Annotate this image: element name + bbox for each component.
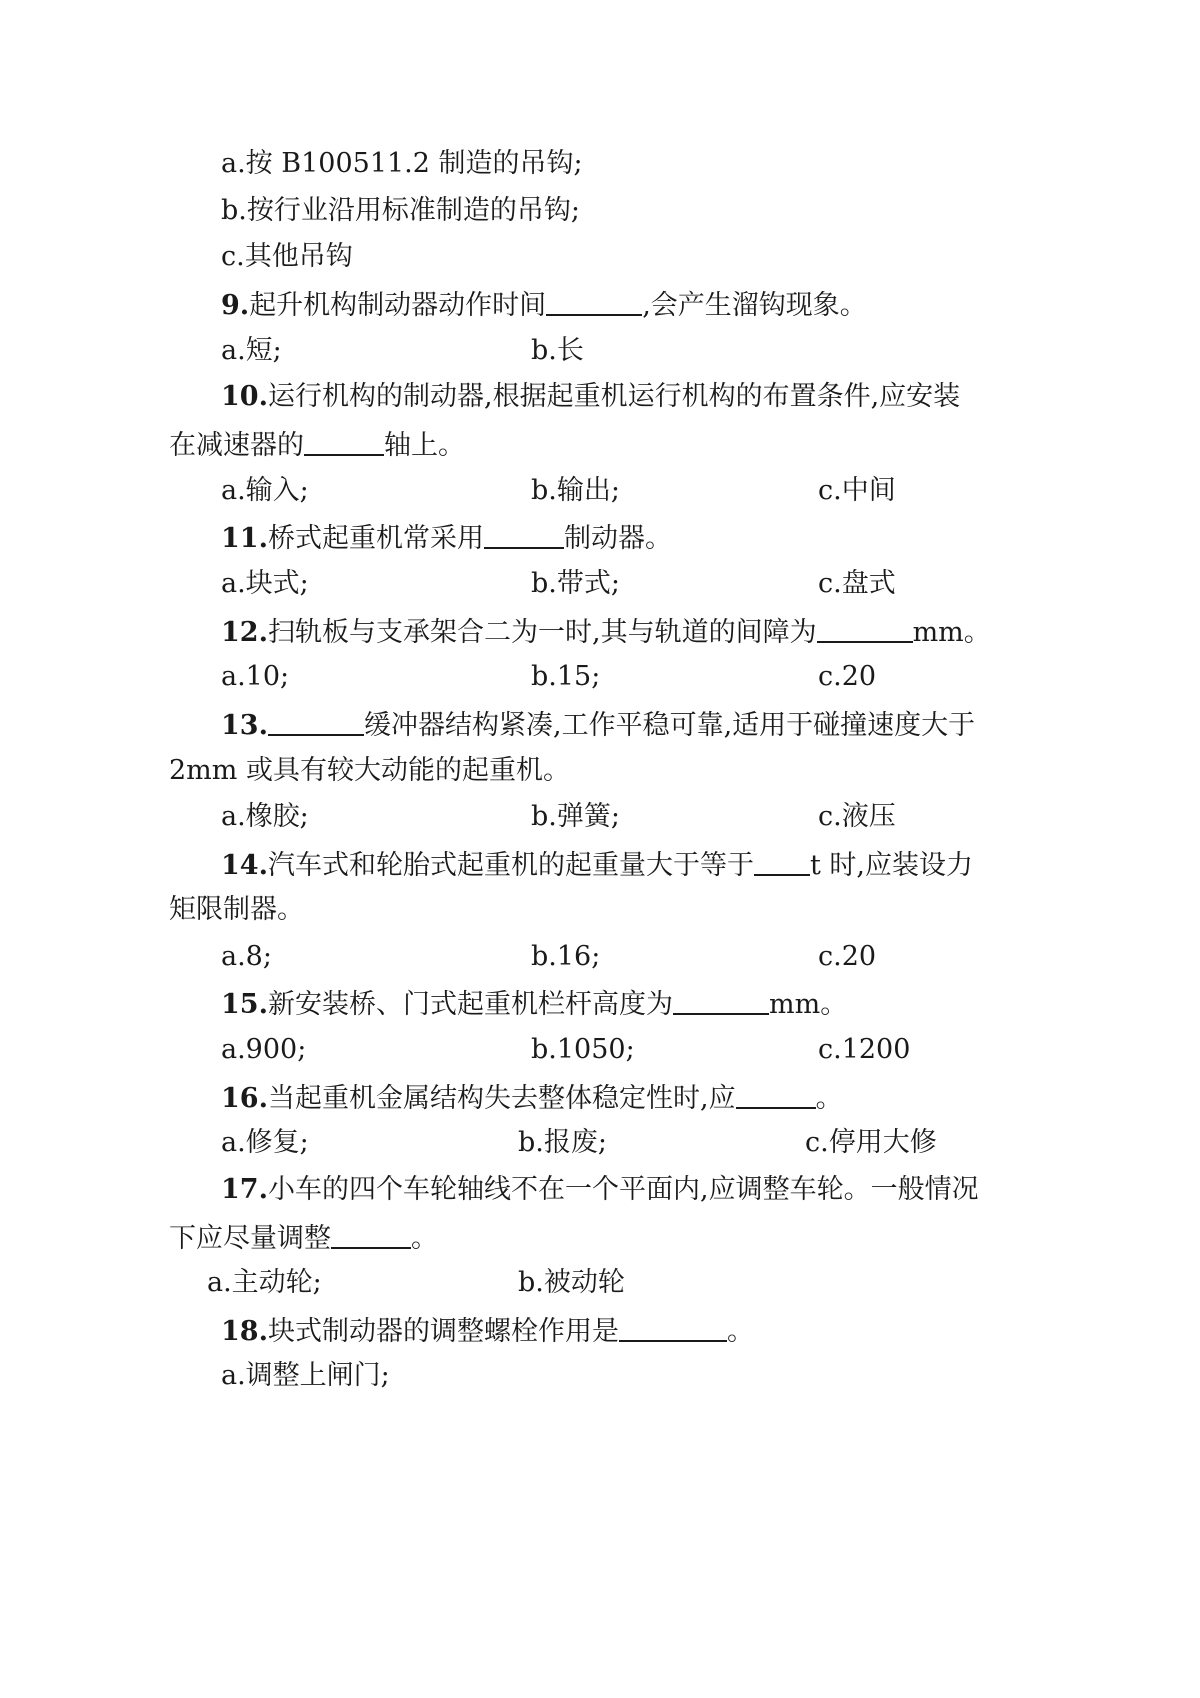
q15-stem: [0, 985, 1200, 1021]
q10-stem-line2: [0, 426, 1200, 462]
question-number: 15.: [221, 989, 268, 1020]
option-a: a.短;: [221, 335, 282, 366]
q17-stem-line2: [0, 1219, 1200, 1255]
q12-options: [0, 659, 1200, 695]
option-a: a.主动轮;: [207, 1267, 322, 1298]
question-text: mm。: [912, 617, 991, 648]
q13-stem-line1: [0, 706, 1200, 742]
question-text: 运行机构的制动器,根据起重机运行机构的布置条件,应安装: [267, 381, 961, 412]
answer-blank: [304, 426, 384, 456]
q8-option-a-line: [0, 146, 1200, 182]
q15-options: [0, 1032, 1200, 1068]
option-b: b.长: [531, 335, 584, 366]
q17-stem-line1: [0, 1172, 1200, 1208]
question-number: 11.: [221, 523, 268, 554]
question-text: 汽车式和轮胎式起重机的起重量大于等于: [267, 850, 754, 881]
option-c: c.20: [818, 941, 877, 972]
answer-blank: [817, 613, 913, 643]
question-text: 扫轨板与支承架合二为一时,其与轨道的间障为: [267, 617, 817, 648]
q13-stem-line2: [0, 753, 1200, 789]
question-text: 小车的四个车轮轴线不在一个平面内,应调整车轮。一般情况: [267, 1174, 979, 1205]
question-number: 18.: [221, 1316, 268, 1347]
option-c: c.1200: [818, 1034, 911, 1065]
option-b: b.带式;: [531, 568, 620, 599]
option-a: a.调整上闸门;: [221, 1360, 390, 1391]
question-text: 轴上。: [384, 430, 465, 461]
question-text: mm。: [768, 989, 848, 1020]
question-text: 缓冲器结构紧凑,工作平稳可靠,适用于碰撞速度大于: [363, 710, 976, 741]
q10-options: [0, 473, 1200, 509]
option-a: a.8;: [221, 941, 272, 972]
question-text: 下应尽量调整: [169, 1223, 331, 1254]
q12-stem: [0, 613, 1200, 649]
question-number: 14.: [221, 850, 268, 881]
question-text: 新安装桥、门式起重机栏杆高度为: [267, 989, 673, 1020]
answer-blank: [736, 1079, 816, 1109]
q13-options: [0, 799, 1200, 835]
q17-options: [0, 1265, 1200, 1301]
answer-blank: [331, 1219, 411, 1249]
question-text: 起升机构制动器动作时间: [249, 290, 547, 321]
option-c: c.停用大修: [805, 1127, 937, 1158]
q8-option-c-line: [0, 239, 1200, 275]
q8-option-b: b.按行业沿用标准制造的吊钩;: [221, 195, 580, 226]
question-number: 12.: [221, 617, 268, 648]
option-b: b.弹簧;: [531, 801, 620, 832]
question-text: 桥式起重机常采用: [267, 523, 484, 554]
option-c: c.液压: [818, 801, 896, 832]
answer-blank: [546, 286, 642, 316]
option-b: b.被动轮: [518, 1267, 625, 1298]
question-number: 17.: [221, 1174, 268, 1205]
question-text: 当起重机金属结构失去整体稳定性时,应: [267, 1083, 736, 1114]
option-c: c.20: [818, 661, 877, 692]
question-text: 。: [815, 1083, 843, 1114]
question-number: 10.: [221, 381, 268, 412]
question-text: ,会产生溜钩现象。: [642, 290, 867, 321]
q9-stem: [0, 286, 1200, 322]
answer-blank: [484, 519, 564, 549]
option-a: a.10;: [221, 661, 290, 692]
question-text: 在减速器的: [169, 430, 304, 461]
option-b: b.1050;: [531, 1034, 635, 1065]
question-text: 。: [411, 1223, 438, 1254]
q16-stem: [0, 1079, 1200, 1115]
question-text: 制动器。: [563, 523, 672, 554]
q8-option-a: a.按 B100511.2 制造的吊钩;: [221, 148, 583, 179]
q18-stem: [0, 1312, 1200, 1348]
option-c: c.盘式: [818, 568, 896, 599]
q8-option-c: c.其他吊钩: [221, 241, 353, 272]
option-c: c.中间: [818, 475, 896, 506]
q14-stem-line2: [0, 892, 1200, 928]
option-b: b.16;: [531, 941, 601, 972]
q11-options: [0, 566, 1200, 602]
question-text: 矩限制器。: [169, 894, 304, 925]
q10-stem-line1: [0, 379, 1200, 415]
q16-options: [0, 1125, 1200, 1161]
answer-blank: [754, 846, 810, 876]
answer-blank: [673, 985, 769, 1015]
question-number: 13.: [221, 710, 268, 741]
option-b: b.输出;: [531, 475, 620, 506]
option-b: b.报废;: [518, 1127, 607, 1158]
question-text: 。: [726, 1316, 754, 1347]
option-b: b.15;: [531, 661, 601, 692]
answer-blank: [619, 1312, 727, 1342]
option-a: a.块式;: [221, 568, 309, 599]
option-a: a.橡胶;: [221, 801, 309, 832]
q14-stem-line1: [0, 846, 1200, 882]
question-number: 9.: [221, 290, 250, 321]
q8-option-b-line: [0, 193, 1200, 229]
question-number: 16.: [221, 1083, 268, 1114]
question-text: 块式制动器的调整螺栓作用是: [267, 1316, 619, 1347]
q9-options: [0, 333, 1200, 369]
q14-options: [0, 939, 1200, 975]
question-text: 2mm 或具有较大动能的起重机。: [169, 755, 570, 786]
option-a: a.900;: [221, 1034, 307, 1065]
question-text: t 时,应装设力: [809, 850, 973, 881]
option-a: a.输入;: [221, 475, 309, 506]
option-a: a.修复;: [221, 1127, 309, 1158]
answer-blank: [268, 706, 364, 736]
q18-options: [0, 1358, 1200, 1394]
q11-stem: [0, 519, 1200, 555]
